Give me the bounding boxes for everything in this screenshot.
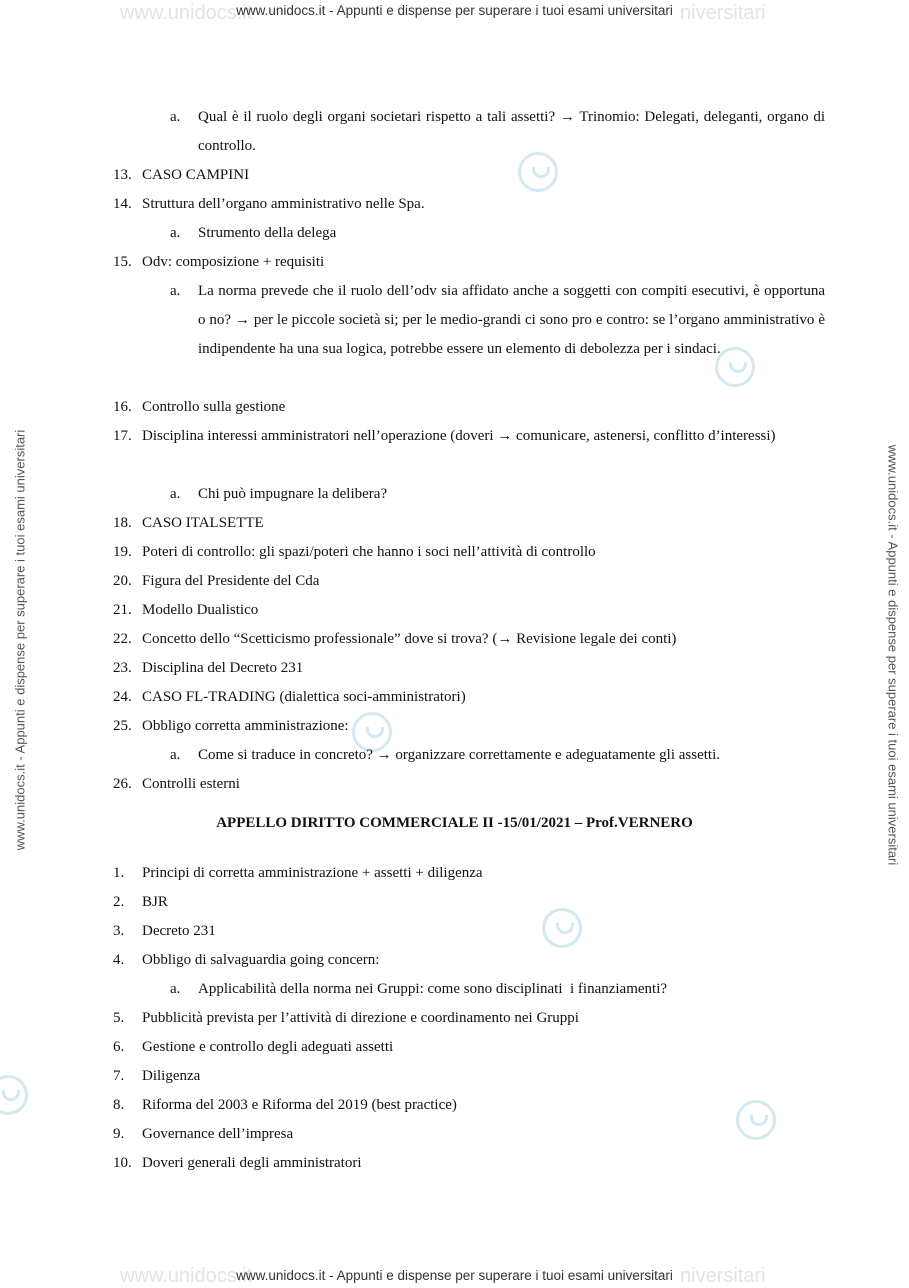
subitem-marker: a. [170, 981, 181, 997]
exam-heading: APPELLO DIRITTO COMMERCIALE II -15/01/2021 – Prof.VERNERO [216, 815, 693, 831]
item-text: CASO ITALSETTE [142, 515, 264, 531]
item-number: 21. [113, 602, 132, 618]
watermark-ghost-text: www.unidocs.it [120, 1265, 253, 1287]
item-number: 22. [113, 631, 132, 647]
watermark-ghost-text: niversitari [680, 1265, 766, 1287]
item-text: Controllo sulla gestione [142, 399, 286, 415]
item-text: Principi di corretta amministrazione + assetti + diligenza [142, 865, 483, 881]
item-number: 23. [113, 660, 132, 676]
subitem-text: Chi può impugnare la delibera? [198, 486, 388, 502]
item-number: 14. [113, 196, 132, 212]
subitem-marker: a. [170, 747, 181, 763]
bottom-banner: www.unidocs.it - Appunti e dispense per superare i tuoi esami universitari [236, 1268, 673, 1283]
item-text: Governance dell’impresa [142, 1126, 294, 1142]
item-number: 16. [113, 399, 132, 415]
left-side-banner: www.unidocs.it - Appunti e dispense per superare i tuoi esami universitari [12, 429, 28, 851]
item-text: Doveri generali degli amministratori [142, 1155, 362, 1171]
watermark-ghost-text: www.unidocs.it [120, 2, 253, 24]
item-text: Disciplina interessi amministratori nell’operazione (doveri → comunicare, astenersi, conflitto d’interessi) [142, 428, 776, 444]
subitem-text: Strumento della delega [198, 225, 337, 241]
item-text: Concetto dello “Scetticismo professionale” dove si trova? (→ Revisione legale dei conti) [142, 631, 677, 647]
right-side-banner: www.unidocs.it - Appunti e dispense per superare i tuoi esami universitari [885, 444, 901, 866]
item-number: 20. [113, 573, 132, 589]
item-number: 19. [113, 544, 132, 560]
item-text: Disciplina del Decreto 231 [142, 660, 304, 676]
item-text: Riforma del 2003 e Riforma del 2019 (best practice) [142, 1097, 457, 1113]
item-number: 9. [113, 1126, 125, 1142]
item-number: 18. [113, 515, 132, 531]
item-number: 17. [113, 428, 132, 444]
subitem-marker: a. [170, 109, 181, 125]
subitem-text: Qual è il ruolo degli organi societari rispetto a tali assetti? → Trinomio: Delegati, deleganti, organo di controllo. [198, 109, 825, 154]
item-text: Controlli esterni [142, 776, 240, 792]
item-number: 10. [113, 1155, 132, 1171]
item-number: 2. [113, 894, 125, 910]
item-text: Struttura dell’organo amministrativo nelle Spa. [142, 196, 425, 212]
subitem-text: Come si traduce in concreto? → organizzare correttamente e adeguatamente gli assetti. [198, 747, 720, 763]
item-number: 6. [113, 1039, 125, 1055]
item-number: 15. [113, 254, 132, 270]
item-number: 24. [113, 689, 132, 705]
item-text: Gestione e controllo degli adeguati assetti [142, 1039, 394, 1055]
item-number: 3. [113, 923, 125, 939]
item-text: Obbligo corretta amministrazione: [142, 718, 349, 734]
watermark-ghost-text: niversitari [680, 2, 766, 24]
item-number: 4. [113, 952, 125, 968]
item-text: Decreto 231 [142, 923, 216, 939]
item-text: BJR [142, 894, 168, 910]
subitem-marker: a. [170, 486, 181, 502]
subitem-text: Applicabilità della norma nei Gruppi: come sono disciplinati i finanziamenti? [198, 981, 668, 997]
item-number: 26. [113, 776, 132, 792]
item-text: Figura del Presidente del Cda [142, 573, 320, 589]
item-number: 8. [113, 1097, 125, 1113]
subitem-marker: a. [170, 225, 181, 241]
item-number: 25. [113, 718, 132, 734]
item-number: 1. [113, 865, 125, 881]
item-number: 13. [113, 167, 132, 183]
item-text: Modello Dualistico [142, 602, 259, 618]
item-text: Obbligo di salvaguardia going concern: [142, 952, 380, 968]
item-text: Poteri di controllo: gli spazi/poteri che hanno i soci nell’attività di controllo [142, 544, 596, 560]
item-number: 5. [113, 1010, 125, 1026]
item-text: CASO FL-TRADING (dialettica soci-amministratori) [142, 689, 466, 705]
item-text: CASO CAMPINI [142, 167, 250, 183]
item-text: Odv: composizione + requisiti [142, 254, 325, 270]
item-text: Diligenza [142, 1068, 201, 1084]
subitem-marker: a. [170, 283, 181, 299]
top-banner: www.unidocs.it - Appunti e dispense per superare i tuoi esami universitari [236, 3, 673, 18]
subitem-text: La norma prevede che il ruolo dell’odv sia affidato anche a soggetti con compiti esecutivi, è opportuna o no? → per le piccole società si; per le medio-grandi ci sono pro e contro: se l’organo amministrativo è indipendente ha una sua logica, potrebbe essere un elemento di debolezza per i sindaci. [198, 283, 825, 357]
item-number: 7. [113, 1068, 125, 1084]
item-text: Pubblicità prevista per l’attività di direzione e coordinamento nei Gruppi [142, 1010, 579, 1026]
